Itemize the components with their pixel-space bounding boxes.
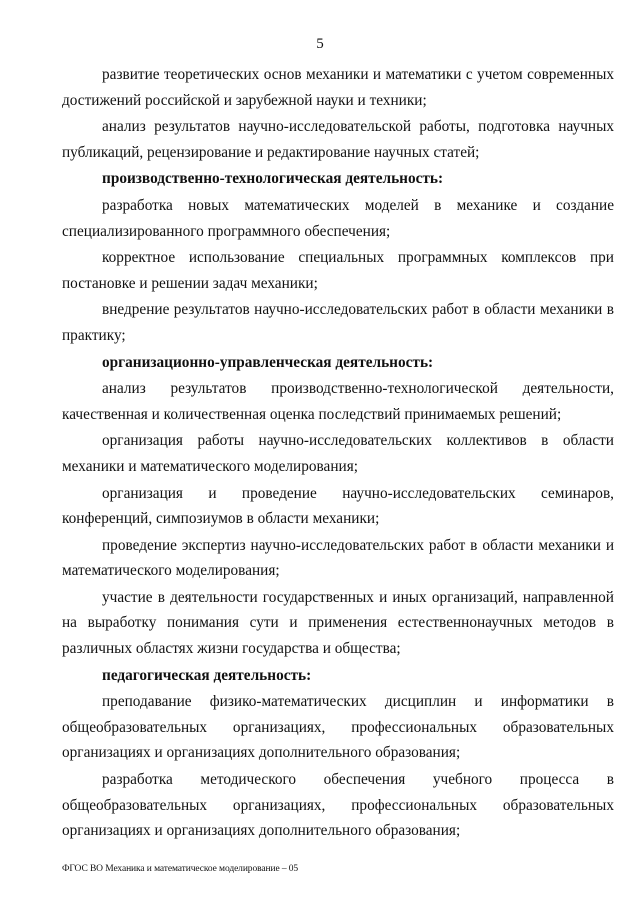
paragraph: преподавание физико-математических дисциплин и информатики в общеобразовательных организациях, профессиональных образовательных организациях и организациях дополнительного образования; — [62, 693, 614, 762]
document-body — [62, 62, 614, 845]
paragraph: участие в деятельности государственных и иных организаций, направленной на выработку понимания сути и применения естественнонаучных методов в различных областях жизни государства и общества; — [62, 588, 614, 658]
paragraph: корректное использование специальных программных комплексов при постановке и решении задач механики; — [62, 249, 614, 292]
section-heading: педагогическая деятельность: — [102, 666, 312, 684]
paragraph: анализ результатов научно-исследовательской работы, подготовка научных публикаций, рецензирование и редактирование научных статей; — [62, 118, 614, 161]
paragraph: организация и проведение научно-исследовательских семинаров, конференций, симпозиумов в области механики; — [62, 484, 614, 528]
paragraph: разработка методического обеспечения учебного процесса в общеобразовательных организациях, профессиональных образовательных организациях и организациях дополнительного образования; — [62, 771, 614, 840]
paragraph: развитие теоретических основ механики и математики с учетом современных достижений российской и зарубежной науки и техники; — [62, 66, 614, 109]
paragraph: проведение экспертиз научно-исследовательских работ в области механики и математического моделирования; — [62, 536, 614, 580]
paragraph: анализ результатов производственно-технологической деятельности, качественная и количественная оценка последствий принимаемых решений; — [62, 380, 614, 423]
section-heading: организационно-управленческая деятельность: — [102, 353, 434, 371]
paragraph: разработка новых математических моделей в механике и создание специализированного программного обеспечения; — [62, 196, 614, 240]
section-heading: производственно-технологическая деятельность: — [102, 170, 444, 188]
page-number: 5 — [316, 36, 324, 52]
paragraph: внедрение результатов научно-исследовательских работ в области механики в практику; — [62, 301, 614, 344]
document-footer: ФГОС ВО Механика и математическое моделирование – 05 — [62, 864, 299, 874]
paragraph: организация работы научно-исследовательских коллективов в области механики и математического моделирования; — [62, 432, 614, 475]
